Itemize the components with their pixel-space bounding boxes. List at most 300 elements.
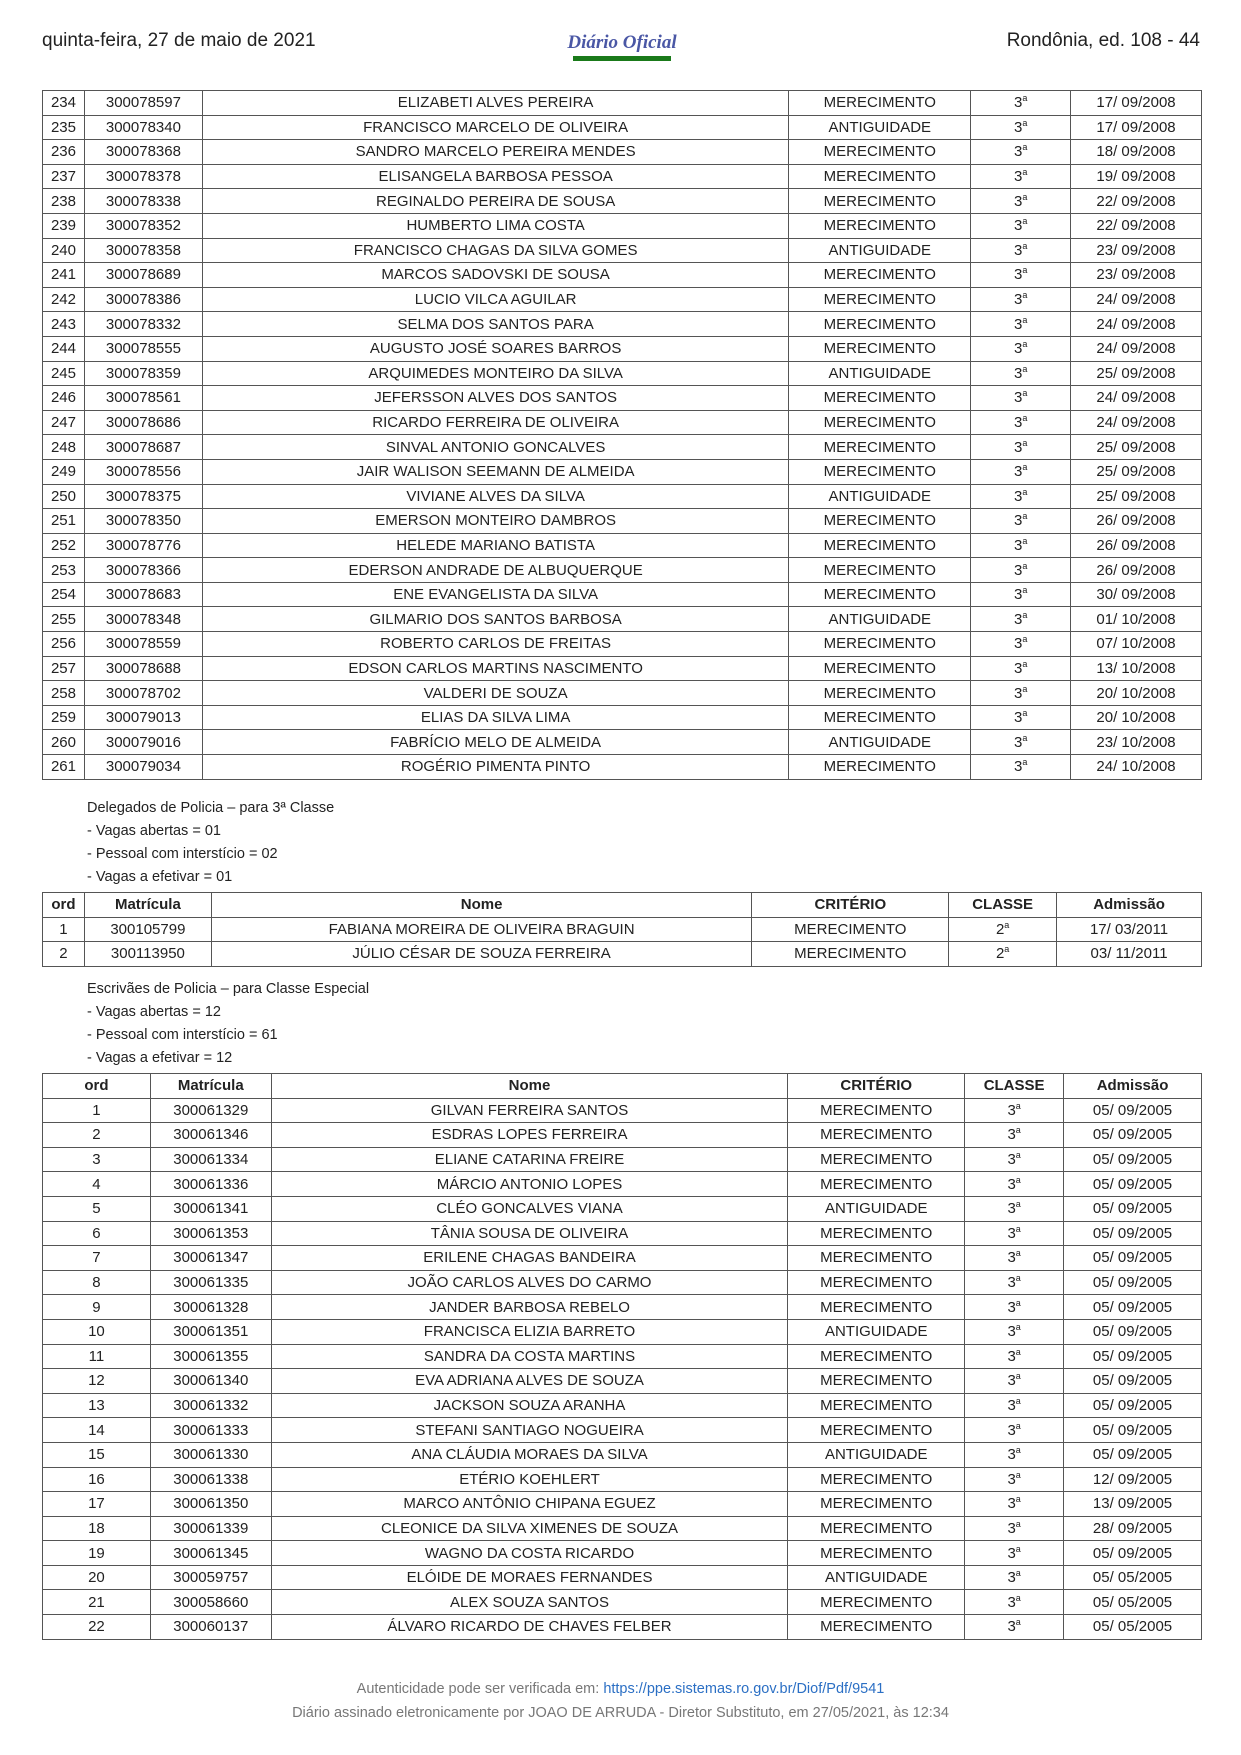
cell-nome: EDSON CARLOS MARTINS NASCIMENTO [202, 656, 788, 681]
ordinal-indicator: a [1022, 437, 1028, 448]
cell-nome: RICARDO FERREIRA DE OLIVEIRA [202, 410, 788, 435]
pessoal-intersticio: - Pessoal com interstício = 02 [87, 846, 278, 862]
vagas-abertas: - Vagas abertas = 12 [87, 1004, 221, 1020]
ordinal-indicator: a [1015, 1223, 1021, 1234]
cell-admissao: 18/ 09/2008 [1071, 140, 1202, 165]
cell-classe [971, 312, 1071, 337]
cell-criterio: MERECIMENTO [789, 164, 971, 189]
ordinal-indicator: a [1022, 708, 1028, 719]
cell-matricula: 300078378 [84, 164, 202, 189]
cell-ord: 11 [43, 1344, 151, 1369]
table-row [43, 533, 1202, 558]
cell-nome: ELISANGELA BARBOSA PESSOA [202, 164, 788, 189]
cell-matricula: 300078556 [84, 459, 202, 484]
cell-ord: 22 [43, 1615, 151, 1640]
page-header [42, 30, 1200, 66]
cell-criterio: ANTIGUIDADE [788, 1319, 965, 1344]
classe-value: 3 [1007, 1593, 1016, 1611]
cell-criterio: MERECIMENTO [788, 1246, 965, 1271]
cell-matricula: 300059757 [150, 1565, 271, 1590]
cell-matricula: 300061330 [150, 1442, 271, 1467]
cell-criterio: MERECIMENTO [789, 509, 971, 534]
cell-ord: 16 [43, 1467, 151, 1492]
cell-admissao: 05/ 09/2005 [1064, 1319, 1202, 1344]
section-delegados [87, 797, 334, 889]
ordinal-indicator: a [1004, 919, 1010, 930]
cell-criterio: MERECIMENTO [789, 705, 971, 730]
cell-admissao: 01/ 10/2008 [1071, 607, 1202, 632]
cell-classe [965, 1442, 1064, 1467]
table-row [43, 213, 1202, 238]
classe-value: 3 [1013, 364, 1023, 382]
classe-value: 3 [1007, 1470, 1016, 1488]
col-nome: Nome [271, 1074, 788, 1099]
cell-classe [965, 1516, 1064, 1541]
ordinal-indicator: a [1015, 1346, 1021, 1357]
ordinal-indicator: a [1022, 658, 1028, 669]
cell-classe [965, 1492, 1064, 1517]
cell-ord: 244 [43, 336, 85, 361]
cell-classe [971, 164, 1071, 189]
cell-classe [965, 1221, 1064, 1246]
table-row [43, 1541, 1202, 1566]
classe-value: 3 [1007, 1151, 1016, 1169]
cell-admissao: 05/ 09/2005 [1064, 1246, 1202, 1271]
cell-criterio: MERECIMENTO [789, 459, 971, 484]
cell-ord: 14 [43, 1418, 151, 1443]
cell-matricula: 300078559 [84, 632, 202, 657]
cell-ord: 9 [43, 1295, 151, 1320]
cell-nome: REGINALDO PEREIRA DE SOUSA [202, 189, 788, 214]
cell-ord: 238 [43, 189, 85, 214]
cell-criterio: MERECIMENTO [789, 435, 971, 460]
classe-value: 3 [1007, 1274, 1016, 1292]
cell-admissao: 05/ 09/2005 [1064, 1221, 1202, 1246]
cell-nome: CLÉO GONCALVES VIANA [271, 1196, 788, 1221]
table-row [43, 140, 1202, 165]
ordinal-indicator: a [1015, 1445, 1021, 1456]
cell-criterio: MERECIMENTO [789, 140, 971, 165]
cell-admissao: 03/ 11/2011 [1057, 942, 1202, 967]
cell-matricula: 300078359 [84, 361, 202, 386]
cell-nome: LUCIO VILCA AGUILAR [202, 287, 788, 312]
cell-admissao: 25/ 09/2008 [1071, 484, 1202, 509]
cell-classe [965, 1270, 1064, 1295]
table-row [43, 607, 1202, 632]
cell-matricula: 300061340 [150, 1369, 271, 1394]
cell-ord: 252 [43, 533, 85, 558]
cell-admissao: 05/ 09/2005 [1064, 1147, 1202, 1172]
cell-admissao: 28/ 09/2005 [1064, 1516, 1202, 1541]
ordinal-indicator: a [1015, 1125, 1021, 1136]
cell-ord: 259 [43, 705, 85, 730]
cell-classe [965, 1147, 1064, 1172]
cell-ord: 256 [43, 632, 85, 657]
ordinal-indicator: a [1015, 1371, 1021, 1382]
ordinal-indicator: a [1015, 1469, 1021, 1480]
cell-nome: CLEONICE DA SILVA XIMENES DE SOUZA [271, 1516, 788, 1541]
classe-value: 3 [1007, 1126, 1016, 1144]
cell-ord: 18 [43, 1516, 151, 1541]
cell-ord: 251 [43, 509, 85, 534]
cell-nome: JAIR WALISON SEEMANN DE ALMEIDA [202, 459, 788, 484]
cell-matricula: 300058660 [150, 1590, 271, 1615]
ordinal-indicator: a [1022, 609, 1028, 620]
cell-ord: 1 [43, 1098, 151, 1123]
cell-matricula: 300061355 [150, 1344, 271, 1369]
cell-ord: 12 [43, 1369, 151, 1394]
cell-criterio: ANTIGUIDADE [789, 361, 971, 386]
cell-ord: 249 [43, 459, 85, 484]
table-row [43, 459, 1202, 484]
cell-matricula: 300061329 [150, 1098, 271, 1123]
cell-admissao: 22/ 09/2008 [1071, 189, 1202, 214]
table-row [43, 312, 1202, 337]
cell-nome: ESDRAS LOPES FERREIRA [271, 1123, 788, 1148]
table-header-row [43, 893, 1202, 918]
cell-matricula: 300061351 [150, 1319, 271, 1344]
classe-value: 3 [1013, 192, 1023, 210]
cell-ord: 15 [43, 1442, 151, 1467]
cell-classe [965, 1590, 1064, 1615]
cell-criterio: ANTIGUIDADE [788, 1442, 965, 1467]
cell-admissao: 20/ 10/2008 [1071, 681, 1202, 706]
cell-criterio: MERECIMENTO [789, 287, 971, 312]
cell-criterio: ANTIGUIDADE [789, 607, 971, 632]
cell-ord: 257 [43, 656, 85, 681]
cell-classe [971, 558, 1071, 583]
cell-classe [971, 755, 1071, 780]
delegados-table [42, 892, 1202, 967]
ordinal-indicator: a [1022, 117, 1028, 128]
vagas-efetivar: - Vagas a efetivar = 01 [87, 869, 233, 885]
classe-value: 3 [1013, 758, 1023, 776]
cell-matricula: 300061332 [150, 1393, 271, 1418]
cell-criterio: MERECIMENTO [789, 755, 971, 780]
cell-criterio: MERECIMENTO [752, 942, 949, 967]
classe-value: 3 [1007, 1200, 1016, 1218]
cell-admissao: 25/ 09/2008 [1071, 361, 1202, 386]
cell-nome: SINVAL ANTONIO GONCALVES [202, 435, 788, 460]
ordinal-indicator: a [1015, 1568, 1021, 1579]
table-row [43, 1123, 1202, 1148]
cell-matricula: 300078352 [84, 213, 202, 238]
cell-matricula: 300061347 [150, 1246, 271, 1271]
cell-nome: SELMA DOS SANTOS PARA [202, 312, 788, 337]
cell-criterio: MERECIMENTO [789, 213, 971, 238]
cell-admissao: 23/ 09/2008 [1071, 263, 1202, 288]
cell-nome: ARQUIMEDES MONTEIRO DA SILVA [202, 361, 788, 386]
ordinal-indicator: a [1015, 1297, 1021, 1308]
publication-date: quinta-feira, 27 de maio de 2021 [42, 30, 316, 51]
ordinal-indicator: a [1022, 757, 1028, 768]
table-row [43, 435, 1202, 460]
page-footer [0, 1677, 1241, 1725]
section-title: Delegados de Policia – para 3ª Classe [87, 800, 335, 816]
ordinal-indicator: a [1015, 1273, 1021, 1284]
cell-ord: 237 [43, 164, 85, 189]
classe-value: 2 [995, 945, 1005, 963]
cell-matricula: 300078386 [84, 287, 202, 312]
cell-classe [965, 1541, 1064, 1566]
cell-classe [965, 1615, 1064, 1640]
col-ord: ord [43, 893, 85, 918]
cell-admissao: 05/ 09/2005 [1064, 1270, 1202, 1295]
cell-nome: EDERSON ANDRADE DE ALBUQUERQUE [202, 558, 788, 583]
classe-value: 3 [1007, 1323, 1016, 1341]
cell-criterio: MERECIMENTO [788, 1172, 965, 1197]
cell-nome: FRANCISCO CHAGAS DA SILVA GOMES [202, 238, 788, 263]
cell-admissao: 17/ 03/2011 [1057, 917, 1202, 942]
cell-classe [971, 582, 1071, 607]
table-row [43, 189, 1202, 214]
cell-admissao: 17/ 09/2008 [1071, 115, 1202, 140]
classe-value: 3 [1007, 1224, 1016, 1242]
classe-value: 3 [1007, 1101, 1016, 1119]
table-row [43, 1147, 1202, 1172]
classe-value: 3 [1013, 143, 1023, 161]
cell-nome: ELIZABETI ALVES PEREIRA [202, 91, 788, 116]
ordinal-indicator: a [1022, 290, 1028, 301]
cell-ord: 246 [43, 386, 85, 411]
ordinal-indicator: a [1022, 585, 1028, 596]
classe-value: 3 [1007, 1249, 1016, 1267]
cell-classe [971, 730, 1071, 755]
cell-ord: 4 [43, 1172, 151, 1197]
cell-criterio: MERECIMENTO [788, 1123, 965, 1148]
cell-admissao: 05/ 09/2005 [1064, 1393, 1202, 1418]
ordinal-indicator: a [1015, 1199, 1021, 1210]
cell-matricula: 300061345 [150, 1541, 271, 1566]
cell-admissao: 05/ 05/2005 [1064, 1615, 1202, 1640]
ordinal-indicator: a [1022, 339, 1028, 350]
cell-admissao: 05/ 09/2005 [1064, 1344, 1202, 1369]
table-row [43, 1442, 1202, 1467]
col-criterio: CRITÉRIO [752, 893, 949, 918]
classe-value: 3 [1013, 340, 1023, 358]
table-row [43, 238, 1202, 263]
cell-nome: FRANCISCA ELIZIA BARRETO [271, 1319, 788, 1344]
cell-criterio: MERECIMENTO [789, 336, 971, 361]
cell-classe [965, 1467, 1064, 1492]
ordinal-indicator: a [1022, 265, 1028, 276]
cell-matricula: 300061335 [150, 1270, 271, 1295]
ordinal-indicator: a [1022, 511, 1028, 522]
cell-criterio: MERECIMENTO [752, 917, 949, 942]
classe-value: 3 [1013, 168, 1023, 186]
table-row [43, 656, 1202, 681]
cell-classe [971, 459, 1071, 484]
classe-value: 3 [1007, 1397, 1016, 1415]
cell-ord: 13 [43, 1393, 151, 1418]
cell-ord: 236 [43, 140, 85, 165]
cell-admissao: 24/ 09/2008 [1071, 386, 1202, 411]
cell-matricula: 300078332 [84, 312, 202, 337]
cell-ord: 1 [43, 917, 85, 942]
ordinal-indicator: a [1022, 535, 1028, 546]
cell-classe [949, 917, 1057, 942]
cell-classe [971, 435, 1071, 460]
cell-ord: 253 [43, 558, 85, 583]
cell-criterio: MERECIMENTO [789, 533, 971, 558]
ordinal-indicator: a [1022, 240, 1028, 251]
cell-matricula: 300079016 [84, 730, 202, 755]
cell-ord: 235 [43, 115, 85, 140]
cell-admissao: 24/ 09/2008 [1071, 410, 1202, 435]
cell-classe [971, 509, 1071, 534]
cell-ord: 3 [43, 1147, 151, 1172]
table-row [43, 917, 1202, 942]
cell-admissao: 24/ 09/2008 [1071, 312, 1202, 337]
ordinal-indicator: a [1015, 1150, 1021, 1161]
cell-nome: FABIANA MOREIRA DE OLIVEIRA BRAGUIN [211, 917, 752, 942]
ordinal-indicator: a [1015, 1617, 1021, 1628]
cell-criterio: MERECIMENTO [788, 1098, 965, 1123]
cell-criterio: MERECIMENTO [788, 1467, 965, 1492]
ordinal-indicator: a [1022, 560, 1028, 571]
ordinal-indicator: a [1015, 1100, 1021, 1111]
cell-admissao: 23/ 09/2008 [1071, 238, 1202, 263]
classe-value: 3 [1007, 1421, 1016, 1439]
classe-value: 3 [1013, 487, 1023, 505]
ordinal-indicator: a [1015, 1592, 1021, 1603]
cell-criterio: MERECIMENTO [789, 558, 971, 583]
cell-classe [965, 1344, 1064, 1369]
classe-value: 3 [1013, 709, 1023, 727]
cell-ord: 8 [43, 1270, 151, 1295]
cell-classe [965, 1319, 1064, 1344]
table-row [43, 1615, 1202, 1640]
cell-admissao: 05/ 09/2005 [1064, 1098, 1202, 1123]
cell-criterio: MERECIMENTO [789, 582, 971, 607]
cell-admissao: 05/ 09/2005 [1064, 1418, 1202, 1443]
cell-ord: 245 [43, 361, 85, 386]
cell-nome: GILVAN FERREIRA SANTOS [271, 1098, 788, 1123]
cell-nome: JACKSON SOUZA ARANHA [271, 1393, 788, 1418]
ordinal-indicator: a [1015, 1322, 1021, 1333]
cell-criterio: ANTIGUIDADE [789, 238, 971, 263]
cell-matricula: 300061338 [150, 1467, 271, 1492]
cell-admissao: 24/ 09/2008 [1071, 336, 1202, 361]
classe-value: 3 [1013, 684, 1023, 702]
col-admissao: Admissão [1057, 893, 1202, 918]
authenticity-text: Autenticidade pode ser verificada em: [356, 1681, 604, 1697]
classe-value: 3 [1013, 561, 1023, 579]
cell-criterio: MERECIMENTO [788, 1270, 965, 1295]
cell-nome: EMERSON MONTEIRO DAMBROS [202, 509, 788, 534]
cell-admissao: 05/ 09/2005 [1064, 1295, 1202, 1320]
cell-classe [971, 681, 1071, 706]
classe-value: 3 [1013, 118, 1023, 136]
table-row [43, 1516, 1202, 1541]
classe-value: 3 [1007, 1569, 1016, 1587]
cell-ord: 21 [43, 1590, 151, 1615]
cell-nome: FRANCISCO MARCELO DE OLIVEIRA [202, 115, 788, 140]
cell-classe [965, 1123, 1064, 1148]
cell-nome: ROGÉRIO PIMENTA PINTO [202, 755, 788, 780]
cell-admissao: 05/ 09/2005 [1064, 1369, 1202, 1394]
cell-nome: ALEX SOUZA SANTOS [271, 1590, 788, 1615]
cell-matricula: 300113950 [84, 942, 211, 967]
cell-classe [965, 1369, 1064, 1394]
classe-value: 3 [1013, 315, 1023, 333]
col-criterio: CRITÉRIO [788, 1074, 965, 1099]
table-row [43, 1344, 1202, 1369]
cell-nome: AUGUSTO JOSÉ SOARES BARROS [202, 336, 788, 361]
signature-line: Diário assinado eletronicamente por JOAO DE ARRUDA - Diretor Substituto, em 27/05/2021, às 12:34 [292, 1705, 949, 1721]
cell-matricula: 300078687 [84, 435, 202, 460]
col-matricula: Matrícula [84, 893, 211, 918]
vagas-efetivar: - Vagas a efetivar = 12 [87, 1050, 233, 1066]
cell-admissao: 26/ 09/2008 [1071, 558, 1202, 583]
cell-nome: JÚLIO CÉSAR DE SOUZA FERREIRA [211, 942, 752, 967]
cell-ord: 239 [43, 213, 85, 238]
cell-nome: ELIAS DA SILVA LIMA [202, 705, 788, 730]
cell-classe [971, 484, 1071, 509]
cell-nome: HELEDE MARIANO BATISTA [202, 533, 788, 558]
cell-nome: ELÓIDE DE MORAES FERNANDES [271, 1565, 788, 1590]
ordinal-indicator: a [1022, 634, 1028, 645]
cell-matricula: 300061350 [150, 1492, 271, 1517]
ordinal-indicator: a [1022, 216, 1028, 227]
cell-admissao: 13/ 09/2005 [1064, 1492, 1202, 1517]
cell-classe [965, 1196, 1064, 1221]
cell-nome: SANDRA DA COSTA MARTINS [271, 1344, 788, 1369]
classe-value: 3 [1007, 1495, 1016, 1513]
cell-classe [965, 1172, 1064, 1197]
ordinal-indicator: a [1022, 167, 1028, 178]
cell-admissao: 05/ 09/2005 [1064, 1196, 1202, 1221]
classe-value: 3 [1013, 291, 1023, 309]
classe-value: 3 [1013, 463, 1023, 481]
cell-admissao: 17/ 09/2008 [1071, 91, 1202, 116]
cell-criterio: ANTIGUIDADE [788, 1565, 965, 1590]
cell-nome: VALDERI DE SOUZA [202, 681, 788, 706]
cell-classe [971, 632, 1071, 657]
classe-value: 3 [1007, 1618, 1016, 1636]
cell-classe [971, 213, 1071, 238]
cell-matricula: 300061328 [150, 1295, 271, 1320]
col-classe: CLASSE [949, 893, 1057, 918]
table-row [43, 730, 1202, 755]
cell-matricula: 300078375 [84, 484, 202, 509]
table-row [43, 361, 1202, 386]
cell-matricula: 300078776 [84, 533, 202, 558]
cell-criterio: MERECIMENTO [789, 91, 971, 116]
cell-ord: 255 [43, 607, 85, 632]
classe-value: 3 [1013, 414, 1023, 432]
cell-classe [965, 1393, 1064, 1418]
classe-value: 3 [1007, 1347, 1016, 1365]
table-row [43, 1418, 1202, 1443]
table-row [43, 1492, 1202, 1517]
cell-criterio: MERECIMENTO [788, 1590, 965, 1615]
cell-classe [971, 263, 1071, 288]
cell-matricula: 300061334 [150, 1147, 271, 1172]
cell-classe [971, 656, 1071, 681]
masthead [562, 32, 682, 61]
table-row [43, 1467, 1202, 1492]
table-row [43, 1246, 1202, 1271]
authenticity-link[interactable]: https://ppe.sistemas.ro.gov.br/Diof/Pdf/9541 [603, 1681, 885, 1697]
cell-matricula: 300078350 [84, 509, 202, 534]
table-row [43, 336, 1202, 361]
cell-classe [971, 336, 1071, 361]
cell-ord: 261 [43, 755, 85, 780]
cell-classe [971, 607, 1071, 632]
cell-ord: 20 [43, 1565, 151, 1590]
edition-info: Rondônia, ed. 108 - 44 [1006, 30, 1200, 51]
